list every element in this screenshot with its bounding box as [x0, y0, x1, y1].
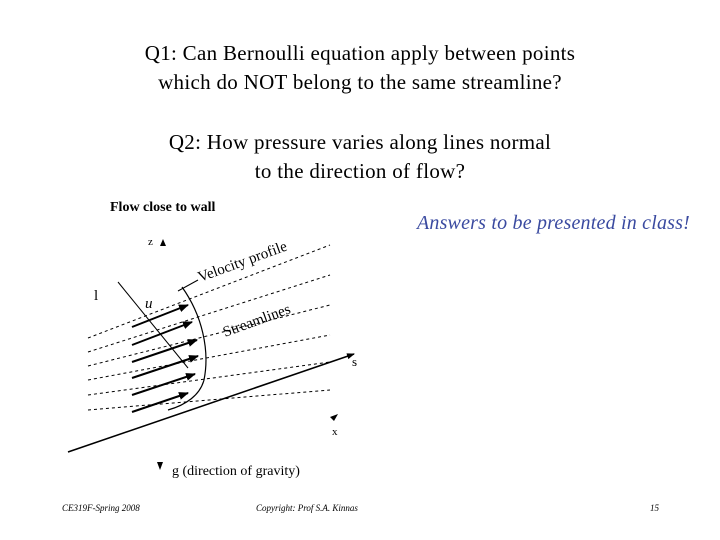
- normal-label: l: [94, 288, 99, 304]
- z-axis-label: z: [148, 236, 153, 248]
- answers-note: Answers to be presented in class!: [416, 212, 690, 234]
- x-axis-label: x: [332, 426, 338, 438]
- streamline: [88, 245, 330, 341]
- footer-course: CE319F-Spring 2008: [62, 503, 140, 513]
- streamline: [88, 335, 330, 380]
- question-1-line-1: Q1: Can Bernoulli equation apply between points: [144, 41, 576, 65]
- streamline: [88, 390, 330, 410]
- question-1-line-2: which do NOT belong to the same streamline?: [158, 70, 562, 94]
- question-2-line-2: to the direction of flow?: [254, 159, 466, 183]
- gravity-label: g (direction of gravity): [172, 464, 300, 479]
- streamlines-label: Streamlines: [220, 301, 293, 341]
- velocity-profile-label: Velocity profile: [195, 238, 290, 286]
- u-label: u: [145, 296, 153, 312]
- velocity-profile-pointer: [178, 280, 198, 291]
- s-axis-label: s: [352, 354, 358, 369]
- figure-title: Flow close to wall: [110, 200, 216, 215]
- velocity-vectors: [132, 305, 198, 412]
- streamline: [88, 362, 330, 395]
- velocity-arrow: [132, 374, 195, 395]
- streamline: [88, 305, 330, 366]
- streamline: [88, 275, 330, 352]
- flow-diagram: [60, 190, 370, 490]
- question-1: [0, 39, 720, 97]
- velocity-arrow: [132, 305, 188, 327]
- wall-line: [68, 354, 354, 452]
- x-axis-arrow: [330, 414, 338, 421]
- gravity-arrow: [157, 462, 163, 470]
- question-2-line-1: Q2: How pressure varies along lines normal: [168, 130, 552, 154]
- question-2: [0, 128, 720, 186]
- footer-copyright: Copyright: Prof S.A. Kinnas: [256, 503, 358, 513]
- z-axis-arrow: [160, 239, 166, 246]
- footer-page-number: 15: [650, 503, 659, 513]
